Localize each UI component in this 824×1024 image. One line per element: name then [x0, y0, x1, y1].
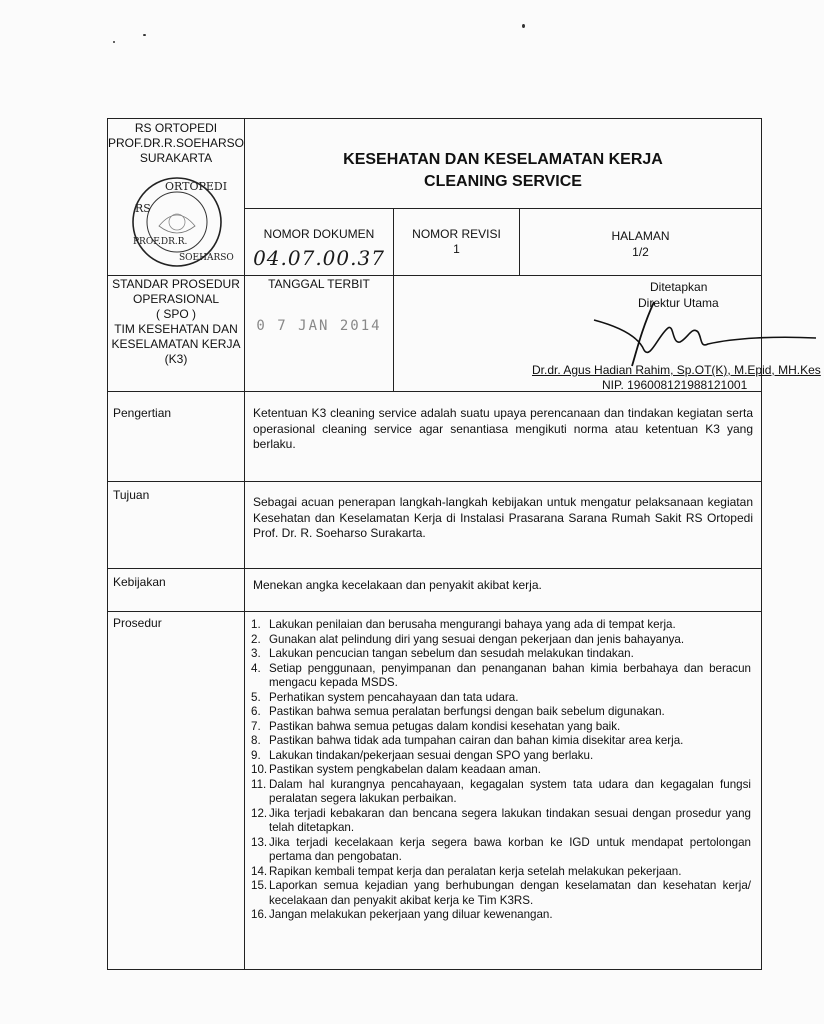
doc-number-cell — [245, 208, 394, 275]
spo-label-line: KESELAMATAN KERJA — [111, 337, 241, 351]
procedure-step-text: Lakukan tindakan/pekerjaan sesuai dengan SPO yang berlaku. — [269, 748, 594, 762]
procedure-step-text: Perhatikan system pencahayaan dan tata udara. — [269, 690, 519, 704]
procedure-step — [251, 618, 751, 633]
procedure-step — [251, 633, 751, 648]
procedure-step-text: Jika terjadi kebakaran dan bencana segera lakukan tindakan sesuai dengan prosedur yang telah ditetapkan. — [269, 806, 751, 834]
tujuan-text: Sebagai acuan penerapan langkah-langkah kebijakan untuk mengatur pelaksanaan kegiatan Kesehatan dan Keselamatan Kerja di Instalasi Prasarana Sarana Rumah Sakit RS Ortopedi Prof. Dr. R. Soeharso Surakarta. — [253, 495, 753, 540]
institution-line: RS ORTOPEDI — [134, 121, 218, 135]
spo-label-line: STANDAR PROSEDUR — [112, 277, 240, 291]
procedure-step-number: 4. — [251, 661, 261, 675]
scan-speck — [143, 34, 146, 36]
document-subtitle: CLEANING SERVICE — [424, 173, 582, 190]
hospital-seal-logo — [129, 174, 234, 270]
procedure-step-number: 7. — [251, 719, 261, 733]
procedure-step-number: 11. — [251, 777, 267, 791]
doc-number-value: 04.07.00.37 — [253, 246, 385, 270]
procedure-step-text: Lakukan pencucian tangan sebelum dan sesudah melakukan tindakan. — [269, 647, 634, 660]
procedure-step-text: Pastikan bahwa tidak ada tumpahan cairan dan bahan kimia disekitar area kerja. — [269, 734, 684, 747]
procedure-step-text: Lakukan penilaian dan berusaha mengurangi bahaya yang ada di tempat kerja. — [269, 618, 676, 631]
pengertian-label-cell — [107, 391, 245, 481]
procedure-step — [251, 734, 751, 749]
institution-line: PROF.DR.R.SOEHARSO — [108, 136, 245, 150]
title-cell — [245, 118, 762, 208]
approver-title: Direktur Utama — [638, 296, 719, 310]
procedure-step-text: Rapikan kembali tempat kerja dan peralatan kerja setelah melakukan pekerjaan. — [269, 864, 682, 878]
procedure-step — [251, 763, 751, 778]
procedure-step-number: 2. — [251, 632, 261, 646]
procedure-list — [251, 618, 751, 923]
pengertian-label: Pengertian — [113, 406, 172, 420]
institution-line: SURAKARTA — [139, 151, 213, 165]
procedure-step — [251, 647, 751, 662]
procedure-step-number: 6. — [251, 705, 261, 718]
tujuan-content-cell — [245, 481, 762, 568]
seal-left-text: RS — [135, 202, 151, 215]
doc-number-label: NOMOR DOKUMEN — [263, 227, 375, 241]
procedure-step — [251, 807, 751, 836]
procedure-step-number: 14. — [251, 864, 268, 878]
institution-cell — [107, 118, 245, 275]
kebijakan-text: Menekan angka kecelakaan dan penyakit akibat kerja. — [253, 578, 542, 592]
procedure-step-text: Laporkan semua kejadian yang berhubungan dengan keselamatan dan kesehatan kerja/ kecelakaan dan penyakit akibat kerja ke Tim K3RS. — [269, 879, 751, 907]
document-title: KESEHATAN DAN KESELAMATAN KERJA — [343, 151, 663, 168]
procedure-step — [251, 749, 751, 764]
spo-label-line: ( SPO ) — [155, 307, 196, 321]
procedure-step-number: 1. — [251, 618, 261, 631]
tujuan-label: Tujuan — [113, 488, 150, 502]
procedure-step-text: Jika terjadi kecelakaan kerja segera bawa korban ke IGD untuk mendapat pertolongan pertama dan pengobatan. — [269, 835, 751, 863]
prosedur-label: Prosedur — [113, 616, 162, 630]
procedure-step-number: 12. — [251, 806, 268, 820]
procedure-step-number: 10. — [251, 763, 268, 776]
issue-date-label: TANGGAL TERBIT — [268, 277, 370, 291]
procedure-step-number: 15. — [251, 879, 268, 892]
seal-bottom-text: PROF.DR.R. — [133, 237, 188, 247]
pengertian-text: Ketentuan K3 cleaning service adalah suatu upaya perencanaan dan tindakan kegiatan serta operasional cleaning service agar senantiasa mengikuti norma atau ketentuan K3 yang berlaku. — [253, 406, 753, 451]
procedure-step-number: 16. — [251, 908, 268, 921]
kebijakan-label: Kebijakan — [113, 575, 166, 589]
procedure-step — [251, 836, 751, 865]
spo-label-line: OPERASIONAL — [132, 292, 220, 306]
procedure-step-text: Jangan melakukan pekerjaan yang diluar kewenangan. — [269, 908, 553, 921]
procedure-step — [251, 691, 751, 706]
tujuan-label-cell — [107, 481, 245, 568]
procedure-step-number: 13. — [251, 835, 268, 849]
procedure-step-text: Pastikan system pengkabelan dalam keadaan aman. — [269, 763, 541, 776]
procedure-step-text: Gunakan alat pelindung diri yang sesuai dengan pekerjaan dan jenis bahayanya. — [269, 632, 685, 646]
spo-label-line: TIM KESEHATAN DAN — [114, 322, 238, 336]
procedure-step — [251, 720, 751, 735]
issue-date-cell — [245, 275, 394, 391]
procedure-step-text: Setiap penggunaan, penyimpanan dan penanganan bahan kimia berbahaya dan beracun mengacu kepada MSDS. — [269, 661, 751, 689]
scan-speck — [113, 41, 115, 43]
seal-right-text: SOEHARSO — [179, 253, 234, 263]
procedure-step-number: 9. — [251, 748, 261, 762]
seal-top-text: ORTOPEDI — [165, 180, 228, 193]
page-value: 1/2 — [632, 245, 649, 259]
revision-label: NOMOR REVISI — [412, 227, 501, 241]
issue-date-stamp: 0 7 JAN 2014 — [256, 318, 382, 334]
approved-label: Ditetapkan — [650, 280, 708, 294]
prosedur-content-cell — [245, 611, 762, 970]
kebijakan-label-cell — [107, 568, 245, 611]
procedure-step-number: 8. — [251, 734, 261, 747]
revision-cell — [394, 208, 520, 275]
spo-document — [107, 118, 821, 970]
revision-value: 1 — [453, 242, 460, 256]
procedure-step-text: Dalam hal kurangnya pencahayaan, kegagalan system tata udara dan kegagalan fungsi peralatan segera lakukan perbaikan. — [269, 777, 751, 805]
director-name: Dr.dr. Agus Hadian Rahim, Sp.OT(K), M.Epid, MH.Kes — [532, 363, 821, 377]
procedure-step-text: Pastikan bahwa semua petugas dalam kondisi kesehatan yang baik. — [269, 719, 621, 733]
procedure-step — [251, 778, 751, 807]
procedure-step-text: Pastikan bahwa semua peralatan berfungsi dengan baik sebelum digunakan. — [269, 705, 665, 718]
procedure-step-number: 5. — [251, 690, 261, 704]
procedure-step — [251, 908, 751, 923]
procedure-step-number: 3. — [251, 647, 261, 660]
page-cell — [520, 208, 762, 275]
spo-label-line: (K3) — [164, 352, 188, 366]
procedure-step — [251, 865, 751, 880]
procedure-step — [251, 879, 751, 908]
spo-label-cell — [107, 275, 245, 391]
scan-speck — [522, 24, 525, 28]
pengertian-content-cell — [245, 391, 762, 481]
director-signature — [584, 298, 824, 368]
page-label: HALAMAN — [611, 229, 670, 243]
approval-cell — [394, 275, 821, 392]
prosedur-label-cell — [107, 611, 245, 970]
kebijakan-content-cell — [245, 568, 762, 611]
procedure-step — [251, 705, 751, 720]
director-nip: NIP. 196008121988121001 — [602, 378, 748, 392]
procedure-step — [251, 662, 751, 691]
